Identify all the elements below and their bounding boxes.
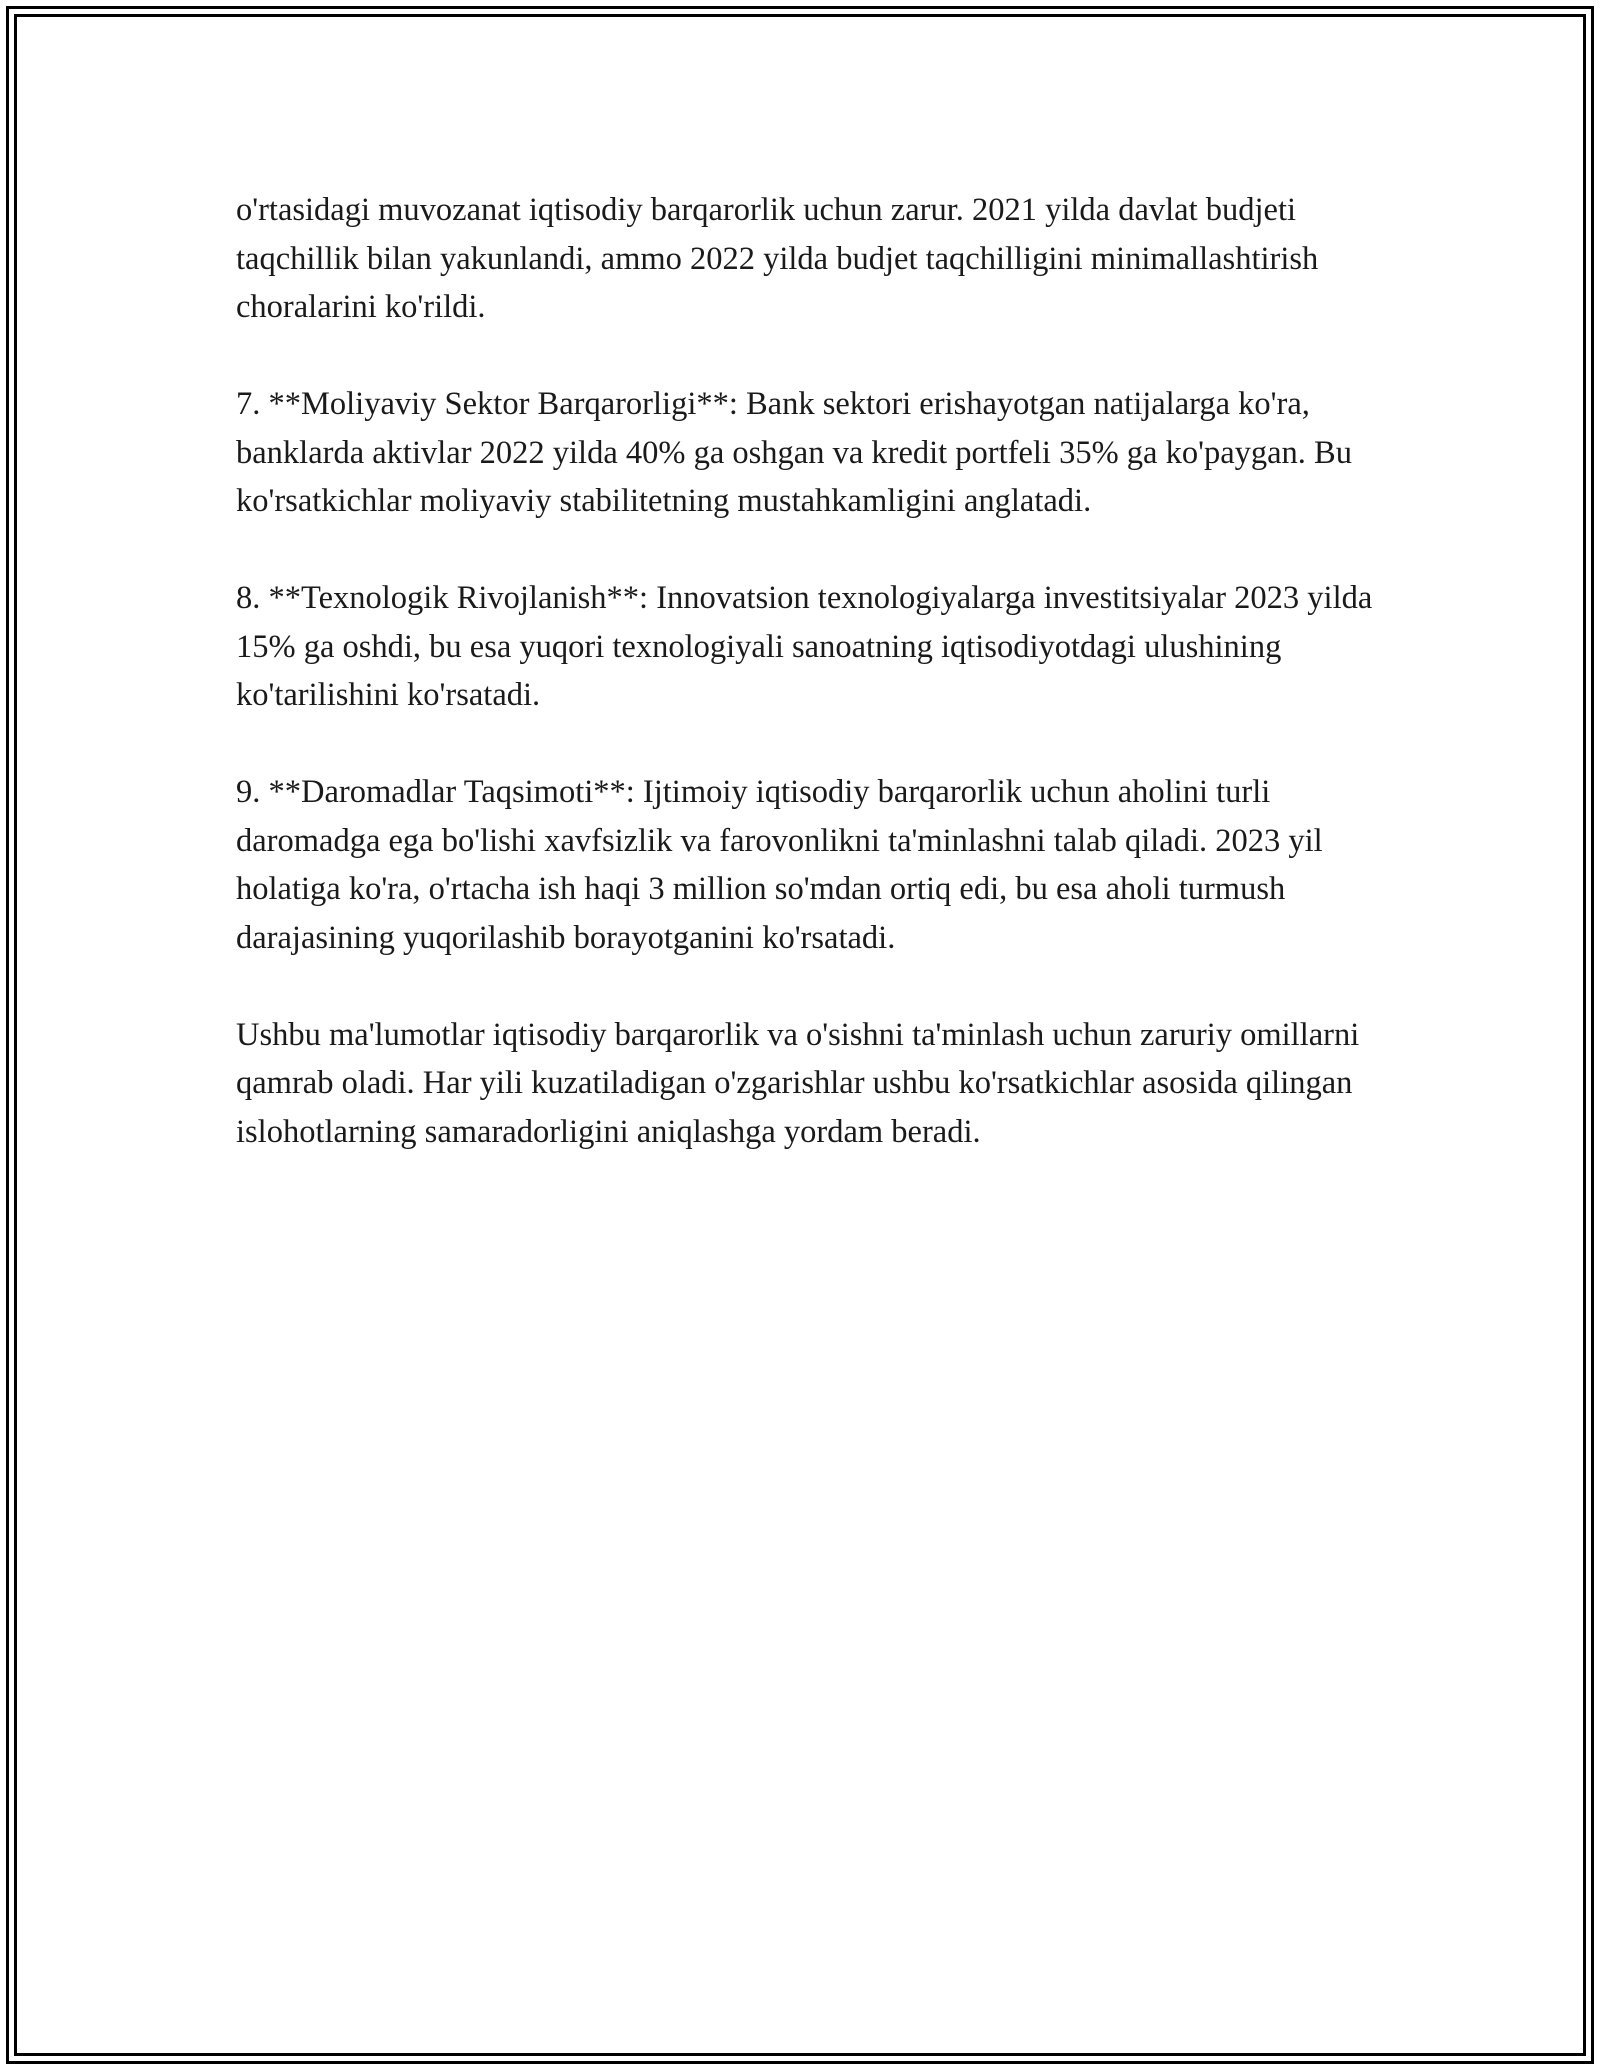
paragraph-financial-sector: 7. **Moliyaviy Sektor Barqarorligi**: Bank sektori erishayotgan natijalarga ko'ra, banklarda aktivlar 2022 yilda 40% ga oshgan va kredit portfeli 35% ga ko'paygan. Bu ko'rsatkichlar moliyaviy stabilitetning mustahkamligini anglatadi. [236, 386, 1352, 519]
document-body [236, 186, 1376, 1205]
paragraph-conclusion: Ushbu ma'lumotlar iqtisodiy barqarorlik va o'sishni ta'minlash uchun zaruriy omillarni qamrab oladi. Har yili kuzatiladigan o'zgarishlar ushbu ko'rsatkichlar asosida qilingan islohotlarning samaradorligini aniqlashga yordam beradi. [236, 1016, 1360, 1150]
paragraph-budget-balance: o'rtasidagi muvozanat iqtisodiy barqarorlik uchun zarur. 2021 yilda davlat budjeti taqchillik bilan yakunlandi, ammo 2022 yilda budjet taqchilligini minimallashtirish choralarini ko'rildi. [236, 192, 1319, 325]
paragraph-technology: 8. **Texnologik Rivojlanish**: Innovatsion texnologiyalarga investitsiyalar 2023 yilda 15% ga oshdi, bu esa yuqori texnologiyali sanoatning iqtisodiyotdagi ulushining ko'tarilishini ko'rsatadi. [236, 580, 1373, 713]
paragraph-income-distribution: 9. **Daromadlar Taqsimoti**: Ijtimoiy iqtisodiy barqarorlik uchun aholini turli daromadga ega bo'lishi xavfsizlik va farovonlikni ta'minlashni talab qiladi. 2023 yil holatiga ko'ra, o'rtacha ish haqi 3 million so'mdan ortiq edi, bu esa aholi turmush darajasining yuqorilashib borayotganini ko'rsatadi. [236, 774, 1323, 956]
